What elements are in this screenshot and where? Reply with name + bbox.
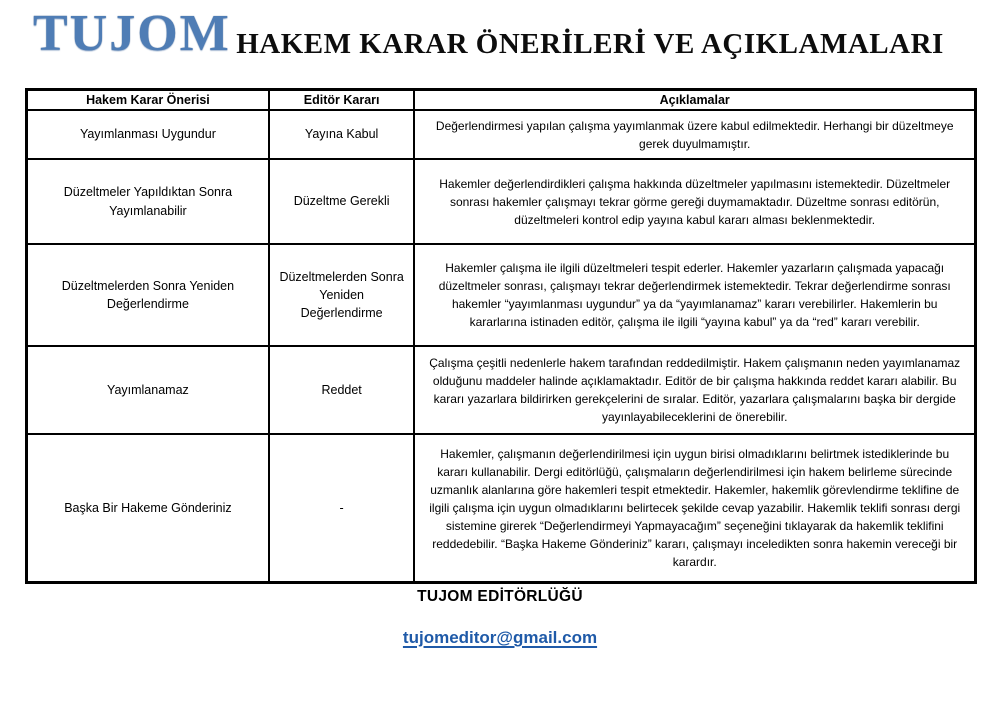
cell-aciklama: Değerlendirmesi yapılan çalışma yayımlanmak üzere kabul edilmektedir. Herhangi bir düzeltmeye gerek duyulmamıştır. [414,110,975,159]
editor-email-link[interactable]: tujomeditor@gmail.com [402,628,598,647]
table-row [27,434,976,583]
page-title: HAKEM KARAR ÖNERİLERİ VE AÇIKLAMALARI [236,28,944,60]
cell-editor-karari: Düzeltmelerden Sonra Yeniden Değerlendirme [269,244,415,346]
tujom-logo: TUJOM [33,5,231,62]
cell-editor-karari: Yayına Kabul [269,110,415,159]
table-row [27,244,976,346]
table-row [27,346,976,434]
cell-hakem-onerisi: Yayımlanması Uygundur [27,110,269,159]
cell-aciklama: Çalışma çeşitli nedenlerle hakem tarafından reddedilmiştir. Hakem çalışmanın neden yayımlanamaz olduğunu maddeler halinde açıklamaktadır. Editör de bir çalışma hakkında reddet kararı alabilir. Bu kararı yazarlara bildirirken gerekçelerini de sıralar. Editör, yazarlara çalışmalarını başka bir dergide yayınlayabileceklerini de önerebilir. [414,346,975,434]
cell-aciklama: Hakemler değerlendirdikleri çalışma hakkında düzeltmeler yapılmasını istemektedir. Düzeltmeler sonrası hakemler çalışmayı tekrar görme gereği duymamaktadır. Düzeltme sonrası editörün, düzeltmeleri kontrol edip yayına kabul kararı alması beklenmektedir. [414,159,975,244]
cell-hakem-onerisi: Başka Bir Hakeme Gönderiniz [27,434,269,583]
column-header-hakem-karar-onerisi: Hakem Karar Önerisi [27,90,269,111]
cell-hakem-onerisi: Düzeltmeler Yapıldıktan Sonra Yayımlanabilir [27,159,269,244]
cell-editor-karari: - [269,434,415,583]
document-header [0,0,1000,88]
cell-editor-karari: Reddet [269,346,415,434]
column-header-editor-karari: Editör Kararı [269,90,415,111]
footer-editorial-title: TUJOM EDİTÖRLÜĞÜ [417,588,583,605]
table-header-row [27,90,976,111]
table-row [27,159,976,244]
table-row [27,110,976,159]
column-header-aciklamalar: Açıklamalar [414,90,975,111]
cell-hakem-onerisi: Yayımlanamaz [27,346,269,434]
cell-aciklama: Hakemler çalışma ile ilgili düzeltmeleri tespit ederler. Hakemler yazarların çalışmada yapacağı düzeltmeler sonrası, çalışmayı tekrar değerlendirmek istemektedir. Tekrar değerlendirme sonrası hakemler “yayımlanması uygundur” ya da “yayımlanamaz” kararı verebilirler. Hakemlerin bu kararlarına istinaden editör, çalışma ile ilgili “yayına kabul” ya da “red” kararı verebilir. [414,244,975,346]
cell-hakem-onerisi: Düzeltmelerden Sonra Yeniden Değerlendirme [27,244,269,346]
document-footer [0,588,1000,648]
cell-editor-karari: Düzeltme Gerekli [269,159,415,244]
cell-aciklama: Hakemler, çalışmanın değerlendirilmesi için uygun birisi olmadıklarını belirtmek istediklerinde bu kararı kullanabilir. Dergi editörlüğü, çalışmaların değerlendirilmesi için hakem belirleme sürecinde uzmanlık alanlarına göre hakemleri tespit etmektedir. Hakemler, hakemlik görevlendirme teklifine de ilgili çalışma için uygun olmadıklarını belirtecek şekilde cevap yazabilir. Hakemlik teklifi sonrası dergi sistemine girerek “Değerlendirmeyi Yapmayacağım” seçeneğini tıklayarak da hakemlik teklifini reddedebilir. “Başka Hakeme Gönderiniz” kararı, çalışmayı inceledikten sonra hakemin vereceği bir karardır. [414,434,975,583]
decision-table [25,88,977,584]
